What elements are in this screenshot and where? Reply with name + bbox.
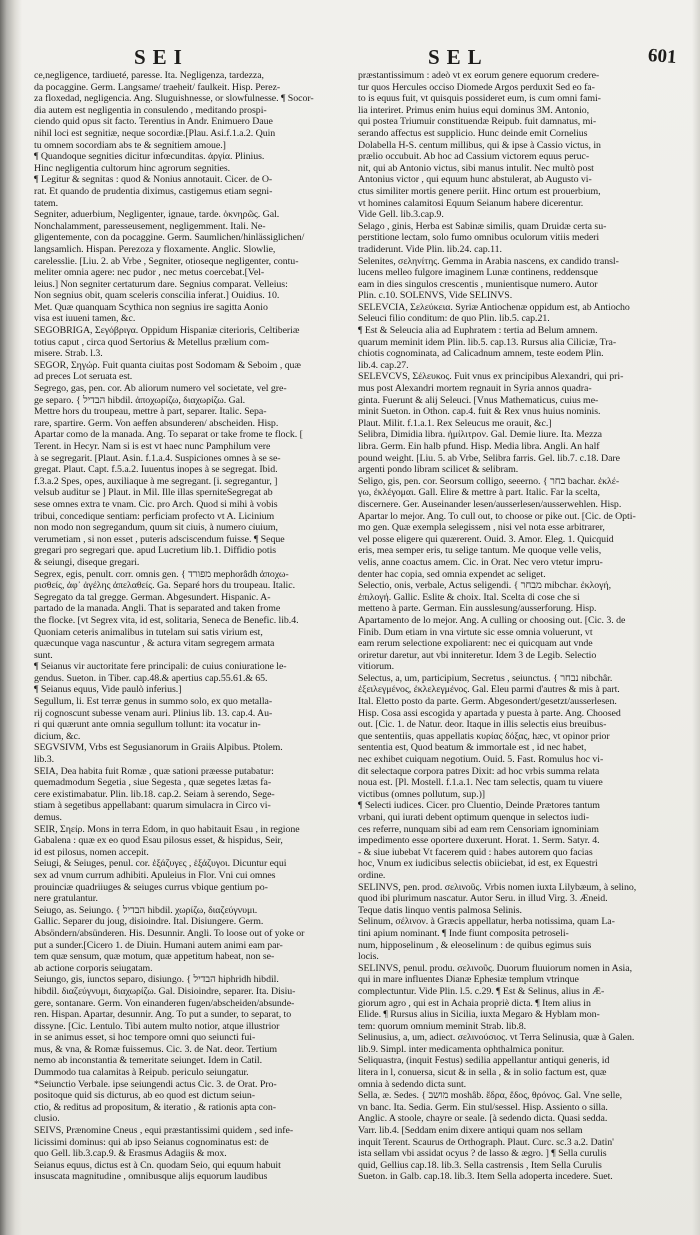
page-edge-shadow bbox=[692, 0, 700, 1235]
text-line: noua est. [Pl. Mostell. f.1.a.1. Nec tam selectis, quam tu viuere bbox=[358, 777, 603, 789]
text-line: lib.9. Simpl. inter medicamenta ophthalmica ponitur. bbox=[358, 1043, 565, 1055]
page-number: 601 bbox=[647, 45, 678, 68]
text-line: da pocaggine. Germ. Langsame/ traeheit/ faulkeit. Hisp. Perez- bbox=[34, 81, 281, 93]
text-line: num, hipposelinum , & eleoselinum : de quibus egimus suis bbox=[358, 939, 592, 951]
text-line: Quoniam ceteris animalibus in tutelam sui satis virium est, bbox=[34, 626, 263, 638]
text-line: gregari pro segregari que. apud Lucretium lib.1. Diffidio potis bbox=[34, 545, 277, 557]
text-line: Vide Gell. lib.3.cap.9. bbox=[358, 209, 444, 221]
text-line: sunt. bbox=[34, 649, 53, 661]
text-line: Dolabella H-S. centum millibus, qui & ipse à Cassio victus, in bbox=[358, 139, 601, 151]
text-line: SEGOBRIGA, Σεγόβριγα. Oppidum Hispaniæ citerioris, Celtiberiæ bbox=[34, 325, 300, 337]
text-line: SELEVCVS, Σέλευκος. Fuit vnus ex principibus Alexandri, qui pri- bbox=[358, 371, 624, 383]
text-line: Seiungo, gis, iunctos separo, disiungo. { הבדיל hiphridh hibdil. bbox=[34, 974, 279, 986]
text-line: mus, & vna, & Romæ fuissemus. Cic. 3. de Nat. deor. Tertium bbox=[34, 1043, 278, 1055]
text-line: impedimento esse oportere duxerunt. Horat. 1. Serm. Satyr. 4. bbox=[358, 835, 600, 847]
text-line: Selectus, a, um, participium, Secretus , seiunctus. { נבחר nibchâr. bbox=[358, 672, 613, 684]
text-line: Plin. c.10. SOLENVS, Vide SELINVS. bbox=[358, 290, 513, 302]
header-left-guide-word: SEI bbox=[134, 45, 189, 69]
text-line: insuscata magnitudine , omnibusque alijs equorum laudibus bbox=[34, 1171, 268, 1183]
text-line: Seiugi, & Seiuges, penul. cor. ἑξάζυγες , ἑξάζυγοι. Dicuntur equi bbox=[34, 858, 287, 870]
text-line: Apartar como de la manada. Ang. To separat or take frome te flock. [ bbox=[34, 429, 303, 441]
text-line: Seleuci filio conditum: de quo Plin. lib.5. cap.21. bbox=[358, 313, 550, 325]
text-line: rij cognoscunt subesse venam auri. Plinius lib. 13. cap.4. Au- bbox=[34, 707, 273, 719]
text-line: ce,negligence, tardiueté, paresse. Ita. Negligenza, tardezza, bbox=[34, 70, 264, 81]
text-line: SELINVS, pen. prod. σελινοῦς. Vrbis nomen iuxta Lilybæum, à selino, bbox=[358, 881, 637, 893]
text-line: perstitione lectam, solo fumo omnibus oculorum vitiis mederi bbox=[358, 232, 600, 244]
text-line: Anglic. A stoole, chayre or seale. [à sedendo dicta. Quasi sedda. bbox=[358, 1113, 608, 1125]
text-line: dit selectaque corpora patres Dixit: ad hoc vrbis summa relata bbox=[358, 765, 600, 777]
text-line: Seianus equus, dictus est à Cn. quodam Seio, qui equum habuit bbox=[34, 1159, 281, 1171]
text-line: ista sellam vbi assidat ocyus ? de lasso & ægro. ] ¶ Sella curulis bbox=[358, 1148, 607, 1160]
text-line: locis. bbox=[358, 951, 379, 963]
text-line: SELEVCIA, Σελεύκεια. Syriæ Antiochenæ oppidum est, ab Antiocho bbox=[358, 301, 630, 313]
text-line: argenti pondo libram scilicet & selibram. bbox=[358, 464, 519, 476]
text-line: put a sunder.[Cicero 1. de Diuin. Humani autem animi eam par- bbox=[34, 939, 283, 951]
text-line: za floxedad, negligencia. Ang. Sluguishnesse, or slowfulnesse. ¶ Socor- bbox=[34, 93, 314, 105]
text-line: eam in dies singulos crescentis , munientisque numero. Autor bbox=[358, 278, 598, 290]
text-line: quod ibi plurimum nascatur. Autor Seru. in illud Virg. 3. Æneid. bbox=[358, 893, 608, 905]
left-column bbox=[34, 70, 342, 1190]
text-line: out. [Cic. 1. de Natur. deor. Itaque in illis selectis eius breuibus- bbox=[358, 719, 607, 731]
text-line: Sella, æ. Sedes. { מושב moshâb. ἕδρα, ἕδος, θρόνος. Gal. Vne selle, bbox=[358, 1090, 623, 1102]
text-line: rat. Et quando de prudentia diximus, castigemus etiam segni- bbox=[34, 185, 273, 197]
text-line: nere gratulantur. bbox=[34, 893, 98, 905]
text-line: ἐξειλεγμένος, ἐκλελεγμένος. Gal. Eleu parmi d'autres & mis à part. bbox=[358, 684, 620, 696]
text-line: ordine. bbox=[358, 869, 386, 881]
text-line: Gallic. Separer du joug, disioindre. Ital. Disiungere. Germ. bbox=[34, 916, 264, 928]
text-line: Seliquastra, (inquit Festus) sedilia appellantur antiqui generis, id bbox=[358, 1055, 610, 1067]
text-line: victibus (omnes pollutum, sup.)] bbox=[358, 788, 486, 800]
text-line: clusio. bbox=[34, 1113, 60, 1125]
text-line: sese omnes extra te vnam. Cic. pro Arch. Quod si mihi à vobis bbox=[34, 498, 278, 510]
text-line: tur quos Hercules occiso Diomede Argos perduxit Sed eo fa- bbox=[358, 81, 595, 93]
text-line: ἐπιλογή. Gallic. Eslite & choix. Ital. Scelta di cose che si bbox=[358, 591, 580, 603]
text-line: totius caput , circa quod Sertorius & Metellus prælium com- bbox=[34, 336, 270, 348]
text-line: quæcunque vaga nascuntur , & actura vitam segregem armata bbox=[34, 638, 275, 650]
text-line: metteno à parte. German. Ein ausslesung/ausserforung. Hisp. bbox=[358, 603, 597, 615]
text-line: Hinc negligentia cultorum hinc agrorum segnities. bbox=[34, 162, 231, 174]
text-line: tu omnem socordiam abs te & segnitiem amoue.] bbox=[34, 139, 226, 151]
text-line: Hisp. Cosa assi escogida y apartada y puesta à parte. Ang. Choosed bbox=[358, 707, 621, 719]
text-line: vitiorum. bbox=[358, 661, 395, 673]
text-line: gendus. Sueton. in Tiber. cap.48.& apertius cap.55.61.& 65. bbox=[34, 672, 268, 684]
text-line: ciendo quid opus sit facto. Terentius in Andr. Enimuero Daue bbox=[34, 116, 273, 128]
text-line: nit, qui ab Antonio victus, sibi manus intulit. Nec multò post bbox=[358, 162, 594, 174]
text-line: ¶ Seianus equus, Vide paulò inferius.] bbox=[34, 684, 182, 696]
text-line: Sueton. in Galb. cap.18. lib.3. Item Sella adoperta incedere. Suet. bbox=[358, 1171, 613, 1183]
text-line: tini apium nominant. ¶ Inde fiunt composita petroseli- bbox=[358, 927, 569, 939]
text-line: Mettre hors du troupeau, mettre à part, separer. Italic. Sepa- bbox=[34, 406, 267, 418]
text-line: giorum agro , qui est in Achaia propriè dicta. ¶ Item alius in bbox=[358, 997, 591, 1009]
text-line: SEIR, Σηείρ. Mons in terra Edom, in quo habitauit Esau , in regione bbox=[34, 823, 300, 835]
text-line: in se animus esset, si hoc tempore omni quo seiuncti fui- bbox=[34, 1032, 256, 1044]
text-line: non modo non segregandum, quum sit ciuis, à numero ciuium, bbox=[34, 522, 278, 534]
text-line: Finib. Dum etiam in vna virtute sic esse omnia voluerunt, vt bbox=[358, 626, 593, 638]
text-line: lib.4. cap.27. bbox=[358, 359, 409, 371]
text-line: vrbani, qui iurati debent optimum quenque in selectos iudi- bbox=[358, 812, 589, 823]
text-line: serando affectus est supplicio. Hunc deinde emit Cornelius bbox=[358, 127, 588, 139]
text-line: Gabalena : quæ ex eo quod Esau pilosus esset, & hispidus, Seir, bbox=[34, 835, 283, 847]
text-line: discernere. Ger. Auseinander lesen/ausserlesen/ausserwehlen. Hisp. bbox=[358, 498, 622, 510]
text-line: ¶ Legitur & segnitas : quod & Nonius annotauit. Cicer. de O- bbox=[34, 174, 273, 186]
text-line: ctus similiter mortis genere periit. Hinc ortum est prouerbium, bbox=[358, 185, 601, 197]
text-line: Nonchalamment, paresseusement, negligemment. Itali. Ne- bbox=[34, 220, 266, 232]
text-line: partado de la manada. Angli. That is separated and taken frome bbox=[34, 603, 281, 615]
text-line: ge separo. { הבדיל hibdil. ἀποχωρίζω, διαχωρίζω. Gal. bbox=[34, 394, 246, 406]
text-line: & seiungi, diseque gregari. bbox=[34, 556, 140, 568]
text-line: to is equus fuit, vt quisquis possideret eum, is cum omni fami- bbox=[358, 93, 601, 105]
text-line: Segniter, aduerbium, Negligenter, ignaue, tarde. ὀκνηρῶς. Gal. bbox=[34, 209, 280, 221]
text-line: lia interiret. Primus enim huius equi dominus 3M. Antonio, bbox=[358, 104, 590, 116]
text-line: quarum meminit idem Plin. lib.5. cap.13. Rursus alia Ciliciæ, Tra- bbox=[358, 336, 617, 348]
text-line: SELINVS, penul. produ. σελινοῦς. Duorum fluuiorum nomen in Asia, bbox=[358, 962, 632, 974]
text-line: tribui, concedique sentiam: perficiam profecto vt A. Licinium bbox=[34, 510, 275, 522]
text-line: cere existimabatur. Plin. lib.18. cap.2. Seiam à serendo, Sege- bbox=[34, 788, 275, 800]
text-line: verumetiam , si non esset , puteris adsciscendum fuisse. ¶ Seque bbox=[34, 533, 285, 545]
text-line: f.3.a.2 Spes, opes, auxiliaque à me segregant. [i. segregantur, ] bbox=[34, 475, 278, 487]
right-column bbox=[358, 70, 676, 1190]
text-line: velis, anne coactus amem. Cic. in Orat. Nec vero vtetur impru- bbox=[358, 556, 603, 568]
text-line: tatem. bbox=[34, 197, 59, 209]
text-line: langsamlich. Hispan. Perezoza y floxamente. Anglic. Slowlie, bbox=[34, 243, 276, 255]
text-line: ad preces Lot seruata est. bbox=[34, 371, 133, 383]
text-line: ¶ Seianus vir auctoritate fere principali: de cuius coniuratione le- bbox=[34, 661, 287, 673]
text-line: dissyne. [Cic. Lentulo. Tibi autem multo notior, atque illustrior bbox=[34, 1020, 280, 1032]
text-line: meliter omnia agere: nec pudor , nec metus coercebat.[Vel- bbox=[34, 267, 265, 279]
text-line: ren. Hispan. Apartar, desunnir. Ang. To put a sunder, to separat, to bbox=[34, 1009, 292, 1021]
text-line: hoc, Vnum ex iudicibus selectis obiiciebat, id est, ex Equestri bbox=[358, 858, 598, 870]
binding-shadow bbox=[0, 0, 22, 1235]
text-line: licissimi dominus: qui ab ipso Seianus cognominatus est: de bbox=[34, 1136, 269, 1148]
text-line: Varr. lib.4. [Seddam enim dixere antiqui quam nos sellam bbox=[358, 1125, 583, 1137]
text-line: Met. Quæ quanquam Scythica non segnius ire sagitta Aonio bbox=[34, 301, 268, 313]
text-line: stiam à segetibus appellabant: quarum simulacra in Circo vi- bbox=[34, 800, 271, 812]
text-line: gregat. Plaut. Capt. f.5.a.2. Iuuentus inopes à se segregat. Ibid. bbox=[34, 464, 278, 476]
text-line: Seiugo, as. Seiungo. { הבדיל hibdil. χωρίζω, διαζεύγνυμι. bbox=[34, 904, 258, 916]
text-line: tem quæ sensum, quæ motum, quæ appetitum habeat, non se- bbox=[34, 951, 275, 963]
text-line: qui in mare influentes Dianæ Ephesiæ templum vtrinque bbox=[358, 974, 579, 986]
text-line: prouinciæ quadriiuges & seiuges currus vbique gentium po- bbox=[34, 881, 268, 893]
text-line: eam rerum selectione expoliarent: nec ei quicquam aut vnde bbox=[358, 638, 593, 650]
text-line: quo Gell. lib.3.cap.9. & Erasmus Adagiis & mox. bbox=[34, 1148, 227, 1160]
text-line: Selago , ginis, Herba est Sabinæ similis, quam Druidæ certa su- bbox=[358, 220, 607, 232]
text-line: sententia est, Quod beatum & immortale est , id nec habet, bbox=[358, 742, 587, 754]
text-line: à se segregarit. [Plaut. Asin. f.1.a.4. Suspiciones omnes à se se- bbox=[34, 452, 281, 464]
text-line: qui postea Triumuir constituendæ Reipub. fuit damnatus, mi- bbox=[358, 116, 597, 128]
text-line: Selinusius, a, um, adiect. σελινούσιος. vt Terra Selinusia, quæ à Galen. bbox=[358, 1032, 635, 1044]
text-line: quemadmodum Segetia , siue Segesta , quæ segetes lætas fa- bbox=[34, 777, 272, 789]
text-line: hibdil. διαζεύγνυμι, διαχωρίζω. Gal. Disioindre, separer. Ita. Disiu- bbox=[34, 985, 296, 997]
text-line: eris, mea semper eris, tu selige tantum. Me quoque velle velis, bbox=[358, 545, 602, 557]
text-line: libra. Germ. Ein halb pfund. Hisp. Media libra. Angli. An half bbox=[358, 441, 600, 452]
text-line: complectuntur. Vide Plin. l.5. c.29. ¶ Est & Selinus, alius in Æ- bbox=[358, 985, 605, 997]
text-line: ab actione corporis seiugatam. bbox=[34, 962, 153, 974]
text-line: Selenites, σεληνίτης. Gemma in Arabia nascens, ex candido transl- bbox=[358, 255, 619, 267]
text-line: litera in l, conuersa, sicut & in sella , & in solio factum est, quæ bbox=[358, 1067, 607, 1079]
text-line: Plaut. Milit. f.1.a.1. Rex Seleucus me orauit, &c.] bbox=[358, 417, 552, 429]
text-line: Non segnius obit, quam sceleris conscilia inferat.] Ouidius. 10. bbox=[34, 290, 280, 302]
text-line: ginta. Fuerunt & alij Seleuci. [Vnus Mathematicus, cuius me- bbox=[358, 394, 599, 406]
text-line: dicium, &c. bbox=[34, 730, 81, 742]
text-line: visa est iuueni tamen, &c. bbox=[34, 313, 136, 325]
text-line: Absöndern/absünderen. His. Desunnir. Angli. To loose out of yoke or bbox=[34, 927, 305, 939]
text-line: Ital. Eletto posto da parte. Germ. Abgesondert/gesetzt/ausserlesen. bbox=[358, 696, 617, 708]
text-line: leius.] Non segniter certaturum dare. Segnius comparat. Velleius: bbox=[34, 278, 288, 290]
text-line: ¶ Est & Seleucia alia ad Euphratem : tertia ad Belum amnem. bbox=[358, 325, 598, 337]
text-line: carelesslie. [Liu. 2. ab Vrbe , Segniter, otioseque negligenter, contu- bbox=[34, 255, 299, 267]
text-line: id est pilosus, nomen accepit. bbox=[34, 846, 149, 858]
text-line: SEGOR, Σηγώρ. Fuit quanta ciuitas post Sodomam & Seboim , quæ bbox=[34, 359, 301, 371]
text-line: Selibra, Dimidia libra. ἡμίλιτρον. Gal. Demie liure. Ita. Mezza bbox=[358, 429, 602, 441]
text-line: tradiderunt. Vide Plin. lib.24. cap.11. bbox=[358, 243, 502, 255]
text-line: ctio, & reditus ad propositum, & iteratio , & rationis apta con- bbox=[34, 1101, 276, 1113]
text-line: minit Sueton. in Othon. cap.4. fuit & Rex vnus huius nominis. bbox=[358, 406, 601, 418]
text-line: denter hac copia, sed omnia expendet ac seliget. bbox=[358, 568, 546, 580]
text-line: ¶ Selecti iudices. Cicer. pro Cluentio, Deinde Prætores tantum bbox=[358, 800, 600, 812]
text-line: Seligo, gis, pen. cor. Seorsum colligo, seeerno. { בחר bachar. ἐκλέ- bbox=[358, 475, 620, 487]
text-line: Antonius victor , qui equum hunc abstulerat, ab Augusto vi- bbox=[358, 174, 592, 186]
text-line: præstantissimum : adeò vt ex eorum genere equorum credere- bbox=[358, 70, 600, 81]
text-line: inquit Terent. Scaurus de Orthograph. Plaut. Curc. sc.3 a.2. Datin' bbox=[358, 1136, 614, 1148]
header-right-guide-word: SEL bbox=[428, 45, 489, 69]
text-line: gligentemente, con da pocaggine. Germ. Saumlichen/hinlässiglichen/ bbox=[34, 232, 305, 244]
running-header bbox=[0, 44, 700, 72]
text-line: Segrex, egis, penult. corr. omnis gen. { מפורד mephorâdh ἀποχω- bbox=[34, 568, 289, 580]
text-line: vel posse eligere qui quærerent. Ouid. 3. Amor. Eleg. 1. Quicquid bbox=[358, 533, 614, 545]
text-line: SEIVS, Prænomine Cneus , equi præstantissimi quidem , sed infe- bbox=[34, 1125, 294, 1137]
text-line: velsub auditur se ] Plaut. in Mil. Ille illas sperniteSegregat ab bbox=[34, 487, 273, 499]
text-line: γω, ἐκλέγομαι. Gall. Elire & mettre à part. Italic. Far la scelta, bbox=[358, 487, 600, 499]
text-line: vn banc. Ita. Sedia. Germ. Ein stul/sessel. Hisp. Assiento o silla. bbox=[358, 1101, 608, 1113]
text-line: - & siue iubebat Vt facerem quid : habes autorem quo facias bbox=[358, 846, 593, 858]
text-line: Apartar lo mejor. Ang. To cull out, to choose or pike out. [Cic. de Opti- bbox=[358, 510, 636, 522]
text-line: ri qui quærunt ante omnia segullum tollunt: ita vocatur in- bbox=[34, 719, 261, 731]
text-line: misere. Strab. l.3. bbox=[34, 348, 103, 360]
text-line: ρισθείς, ἀφ᾽ ἀγέλης ἀπελαθείς. Ga. Separé hors du troupeau. Italic. bbox=[34, 580, 295, 592]
text-line: Segrego, gas, pen. cor. Ab aliorum numero vel societate, vel gre- bbox=[34, 383, 287, 395]
text-line: *Seiunctio Verbale. ipse seiungendi actus Cic. 3. de Orat. Pro- bbox=[34, 1078, 277, 1090]
text-line: Segregato da tal gregge. German. Abgesundert. Hispanic. A- bbox=[34, 591, 271, 603]
text-line: Elide. ¶ Rursus alius in Sicilia, iuxta Megaro & Hyblam mon- bbox=[358, 1009, 600, 1021]
text-line: nemo ab inconstantia & temeritate seiunget. Idem in Catil. bbox=[34, 1055, 263, 1067]
text-line: quid, Gellius cap.18. lib.3. Sella castrensis , Item Sella Curulis bbox=[358, 1159, 602, 1171]
text-line: nec exhibet cuiquam negotium. Ouid. 5. Fast. Romulus hoc vi- bbox=[358, 754, 604, 766]
text-line: Teque datis linquo ventis palmosa Selinis. bbox=[358, 904, 522, 916]
text-line: ces referre, nunquam sibi ad eam rem Censoriam ignominiam bbox=[358, 823, 599, 835]
text-line: omnia à sedendo dicta sunt. bbox=[358, 1078, 467, 1090]
text-line: chiotis cognominata, ad Calicadnum amnem, teste eodem Plin. bbox=[358, 348, 604, 360]
text-line: the flocke. [vt Segrex vita, id est, solitaria, Seneca de Benefic. lib.4. bbox=[34, 614, 299, 626]
text-line: SEIA, Dea habita fuit Romæ , quæ sationi præesse putabatur: bbox=[34, 765, 274, 777]
text-line: prælio occubuit. Ab hoc ad Cassium victorem equus peruc- bbox=[358, 151, 590, 163]
text-line: vt homines calamitosi Equum Seianum habere dicerentur. bbox=[358, 197, 584, 209]
text-line: Selectio, onis, verbale, Actus seligendi. { מבחר mibchar. ἐκλογή, bbox=[358, 580, 612, 592]
text-line: mus post Alexandri mortem regnauit in Syria annos quadra- bbox=[358, 383, 592, 395]
text-line: lib.3. bbox=[34, 754, 54, 766]
text-line: positoque quid sis dicturus, ab eo quod est dictum seiun- bbox=[34, 1090, 255, 1102]
text-line: ¶ Quandoque segnities dicitur infœcunditas. ἀργία. Plinius. bbox=[34, 151, 265, 163]
text-line: Terent. in Hecyr. Nam si is est vt haec nunc Pamphilum vere bbox=[34, 441, 271, 452]
text-line: demus. bbox=[34, 812, 62, 823]
text-line: Apartamento de lo mejor. Ang. A culling or choosing out. [Cic. 3. de bbox=[358, 614, 626, 626]
text-line: lucens melleo fulgore imaginem Lunæ continens, reddensque bbox=[358, 267, 598, 279]
text-line: gere, sontanare. Germ. Von einanderen fugen/abscheiden/absunde- bbox=[34, 997, 295, 1009]
text-line: Segullum, li. Est terræ genus in summo solo, ex quo metalla- bbox=[34, 696, 273, 708]
text-line: SEGVSIVM, Vrbs est Segusianorum in Graiis Alpibus. Ptolem. bbox=[34, 742, 283, 754]
text-line: Selinum, σέλινον. à Græcis appellatur, herba notissima, quam La- bbox=[358, 916, 615, 928]
text-line: mo gen. Quæ exempla selegissem , nisi vel nota esse arbitrarer, bbox=[358, 522, 605, 534]
text-line: nihil loci est segnitiæ, neque socordiæ.[Plau. Asi.f.1.a.2. Quin bbox=[34, 127, 276, 139]
text-line: dia autem est negligentia in consulendo , meditando prospi- bbox=[34, 104, 267, 116]
text-line: rare, spartire. Germ. Von aeffen absunderen/ abscheiden. Hisp. bbox=[34, 417, 279, 429]
text-line: oriretur daretur, aut vbi inniteretur. Idem 3 de Legib. Selectio bbox=[358, 649, 597, 661]
text-line: sex ad vnum currum adhibiti. Apuleius in Flor. Vni cui omnes bbox=[34, 869, 276, 881]
text-line: pound weight. [Liu. 5. ab Vrbe, Selibra farris. Gel. lib.7. c.18. Dare bbox=[358, 452, 621, 464]
text-line: Dummodo tua calamitas à Reipub. periculo seiungatur. bbox=[34, 1067, 249, 1079]
text-line: tem: quorum omnium meminit Strab. lib.8. bbox=[358, 1020, 527, 1032]
text-line: que sententiis, quas appellatis κυρίας δόξας, hæc, vt opinor prior bbox=[358, 730, 610, 742]
